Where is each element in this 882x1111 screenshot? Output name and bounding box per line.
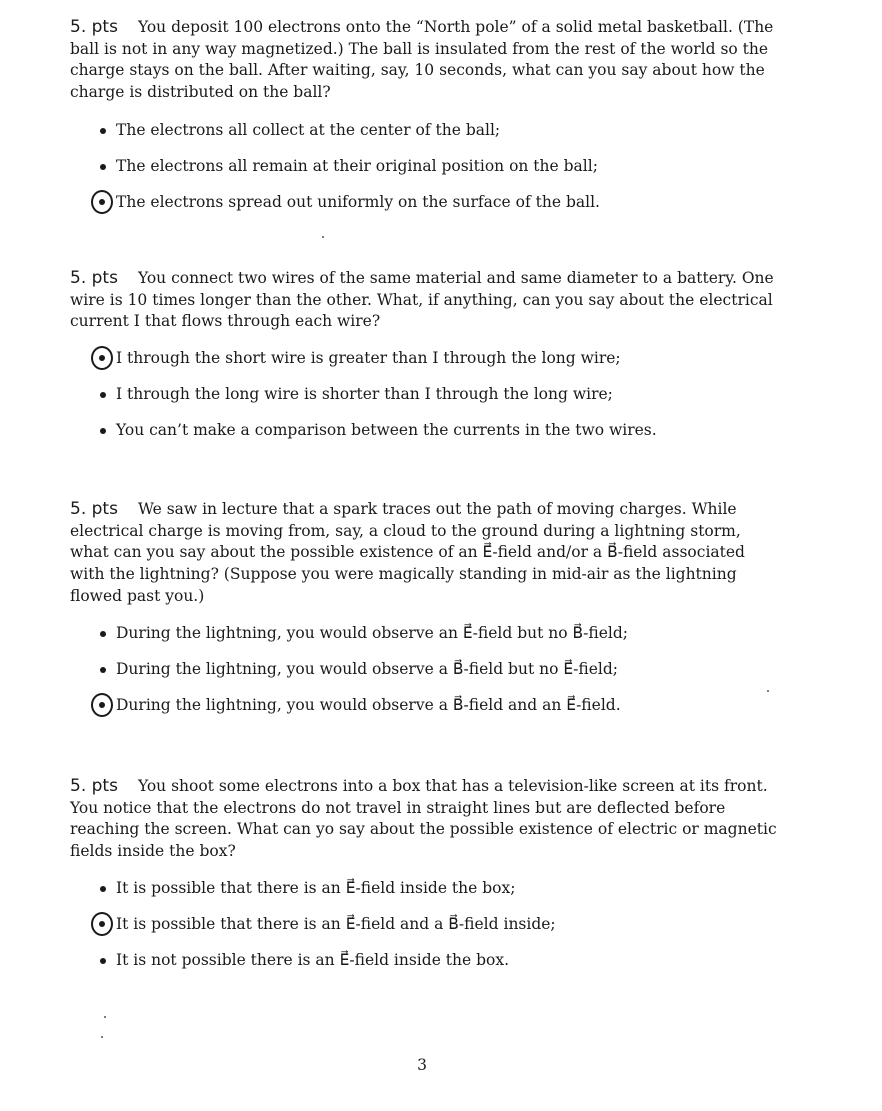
option-text: During the lightning, you would observe an E⃗-field but no B⃗-field; [116,623,628,642]
answer-option[interactable] [70,120,778,156]
points-label: 5. pts [70,499,118,519]
circled-bullet-icon [91,693,113,717]
question-text: You shoot some electrons into a box that has a television-like screen at its front. You notice that the electrons do not travel in straight lines but are deflected before reaching the screen. What can yo say about the possible existence of electric or magnetic fields inside the box? [70,777,777,861]
option-text: During the lightning, you would observe a B⃗-field but no E⃗-field; [116,659,619,678]
circled-bullet-icon [91,912,113,936]
question-4 [70,776,778,986]
points-label: 5. pts [70,776,118,796]
points-label: 5. pts [70,268,118,288]
question-text: You deposit 100 electrons onto the “North pole” of a solid metal basketball. (The ball is not in any way magnetized.) The ball is insulated from the rest of the world so the charge stays on the ball. After waiting, say, 10 seconds, what can you say about how the charge is distributed on the ball? [70,18,774,102]
answer-option-selected[interactable] [70,695,778,731]
question-stem [70,17,778,104]
answer-option[interactable] [70,659,778,695]
answer-option[interactable] [70,384,778,420]
question-text: We saw in lecture that a spark traces out the path of moving charges. While electrical charge is moving from, say, a cloud to the ground during a lightning storm, what can you say about the possible existence of an E⃗-field and/or a B⃗-field associated with the lightning? (Suppose you were magically standing in mid-air as the lightning flowed past you.) [70,500,745,605]
question-stem [70,499,778,608]
answer-options [70,120,778,228]
scan-speck [767,690,769,692]
option-text: You can’t make a comparison between the currents in the two wires. [116,421,657,440]
question-2 [70,268,778,456]
answer-options [70,878,778,986]
answer-option-selected[interactable] [70,914,778,950]
answer-option[interactable] [70,623,778,659]
answer-option[interactable] [70,420,778,456]
scan-speck [104,1016,106,1018]
option-text: During the lightning, you would observe a B⃗-field and an E⃗-field. [116,695,621,714]
question-stem [70,776,778,863]
bullet-icon [100,631,106,637]
answer-option[interactable] [70,156,778,192]
bullet-icon [100,667,106,673]
scan-speck [101,1036,103,1038]
answer-options [70,348,778,456]
bullet-icon [100,958,106,964]
bullet-icon [100,128,106,134]
question-1 [70,17,778,228]
question-stem [70,268,778,333]
bullet-icon [100,428,106,434]
answer-option[interactable] [70,878,778,914]
question-text: You connect two wires of the same material and same diameter to a battery. One wire is 10 times longer than the other. What, if anything, can you say about the electrical current I that flows through each wire? [70,269,774,331]
scan-speck [322,236,324,238]
option-text: It is not possible there is an E⃗-field inside the box. [116,950,510,969]
option-text: I through the long wire is shorter than I through the long wire; [116,385,613,404]
bullet-icon [100,392,106,398]
question-3 [70,499,778,731]
option-text: I through the short wire is greater than I through the long wire; [116,349,621,368]
circled-bullet-icon [91,190,113,214]
answer-option[interactable] [70,950,778,986]
option-text: The electrons all collect at the center of the ball; [116,120,501,139]
circled-bullet-icon [91,346,113,370]
answer-option-selected[interactable] [70,192,778,228]
answer-options [70,623,778,731]
option-text: It is possible that there is an E⃗-field inside the box; [116,878,516,897]
points-label: 5. pts [70,17,118,37]
option-text: It is possible that there is an E⃗-field and a B⃗-field inside; [116,914,556,933]
bullet-icon [100,164,106,170]
page-number: 3 [417,1056,427,1074]
bullet-icon [100,886,106,892]
option-text: The electrons all remain at their original position on the ball; [116,156,598,175]
option-text: The electrons spread out uniformly on the surface of the ball. [116,192,600,211]
answer-option-selected[interactable] [70,348,778,384]
